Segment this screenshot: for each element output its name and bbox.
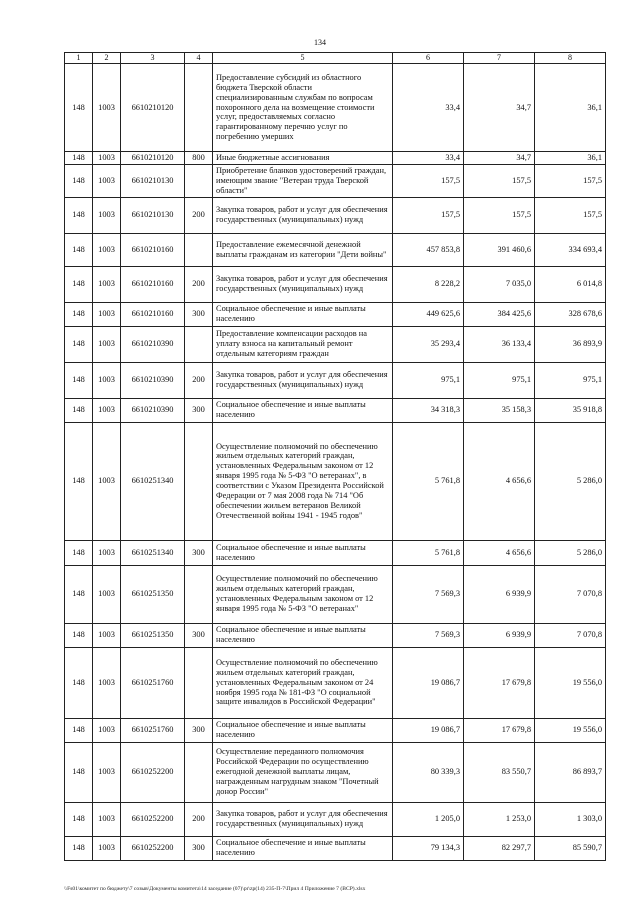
cell-target-article: 6610210160	[121, 266, 185, 302]
cell-amount-year-3: 19 556,0	[535, 718, 606, 742]
table-row	[65, 802, 606, 836]
cell-section: 1003	[93, 540, 121, 565]
cell-expense-type	[185, 647, 213, 718]
cell-amount-year-1: 975,1	[393, 362, 464, 398]
cell-amount-year-2: 391 460,6	[464, 233, 535, 266]
cell-description: Социальное обеспечение и иные выплаты населению	[213, 623, 393, 647]
column-header: 8	[535, 53, 606, 64]
cell-amount-year-2: 34,7	[464, 152, 535, 165]
cell-expense-type: 300	[185, 623, 213, 647]
table-row	[65, 152, 606, 165]
cell-grbs: 148	[65, 540, 93, 565]
cell-target-article: 6610210390	[121, 362, 185, 398]
cell-amount-year-1: 5 761,8	[393, 540, 464, 565]
table-body	[65, 64, 606, 861]
table-row	[65, 64, 606, 152]
cell-grbs: 148	[65, 623, 93, 647]
cell-amount-year-1: 33,4	[393, 152, 464, 165]
cell-target-article: 6610210130	[121, 164, 185, 197]
cell-amount-year-3: 334 693,4	[535, 233, 606, 266]
cell-amount-year-1: 34 318,3	[393, 398, 464, 422]
cell-target-article: 6610252200	[121, 802, 185, 836]
cell-amount-year-3: 36 893,9	[535, 326, 606, 362]
cell-description: Социальное обеспечение и иные выплаты населению	[213, 302, 393, 326]
cell-target-article: 6610210160	[121, 233, 185, 266]
cell-expense-type: 300	[185, 540, 213, 565]
file-path-footer: \\Fs01\комитет по бюджету\7 созыв\Документы комитета\14 заседание (07)\pr\zp(14) 235-П-7\Прил 4 Приложение 7 (ВСР).xlsx	[64, 886, 366, 892]
cell-description: Социальное обеспечение и иные выплаты населению	[213, 540, 393, 565]
cell-amount-year-1: 33,4	[393, 64, 464, 152]
cell-amount-year-2: 35 158,3	[464, 398, 535, 422]
cell-grbs: 148	[65, 266, 93, 302]
cell-expense-type: 800	[185, 152, 213, 165]
cell-expense-type	[185, 422, 213, 540]
cell-grbs: 148	[65, 718, 93, 742]
cell-amount-year-2: 975,1	[464, 362, 535, 398]
cell-expense-type	[185, 326, 213, 362]
table-row	[65, 540, 606, 565]
cell-section: 1003	[93, 422, 121, 540]
cell-expense-type: 300	[185, 836, 213, 860]
cell-amount-year-3: 86 893,7	[535, 742, 606, 802]
cell-grbs: 148	[65, 302, 93, 326]
cell-amount-year-2: 6 939,9	[464, 623, 535, 647]
cell-target-article: 6610210120	[121, 152, 185, 165]
cell-grbs: 148	[65, 647, 93, 718]
cell-amount-year-2: 17 679,8	[464, 647, 535, 718]
cell-description: Осуществление полномочий по обеспечению жильем отдельных категорий граждан, установленных Федеральным законом от 24 ноября 1995 года № 181-ФЗ "О социальной защите инвалидов в Российской Федерации"	[213, 647, 393, 718]
cell-amount-year-2: 384 425,6	[464, 302, 535, 326]
cell-target-article: 6610252200	[121, 836, 185, 860]
cell-amount-year-1: 7 569,3	[393, 623, 464, 647]
cell-section: 1003	[93, 302, 121, 326]
cell-amount-year-2: 36 133,4	[464, 326, 535, 362]
cell-description: Закупка товаров, работ и услуг для обеспечения государственных (муниципальных) нужд	[213, 362, 393, 398]
cell-expense-type	[185, 233, 213, 266]
cell-grbs: 148	[65, 362, 93, 398]
cell-description: Закупка товаров, работ и услуг для обеспечения государственных (муниципальных) нужд	[213, 197, 393, 233]
cell-amount-year-1: 80 339,3	[393, 742, 464, 802]
cell-amount-year-1: 5 761,8	[393, 422, 464, 540]
cell-section: 1003	[93, 64, 121, 152]
cell-amount-year-3: 5 286,0	[535, 422, 606, 540]
cell-amount-year-3: 7 070,8	[535, 623, 606, 647]
cell-amount-year-3: 19 556,0	[535, 647, 606, 718]
cell-amount-year-3: 36,1	[535, 152, 606, 165]
table-row	[65, 623, 606, 647]
cell-target-article: 6610210390	[121, 326, 185, 362]
table-row	[65, 836, 606, 860]
column-header: 1	[65, 53, 93, 64]
cell-amount-year-3: 5 286,0	[535, 540, 606, 565]
cell-expense-type	[185, 164, 213, 197]
cell-description: Предоставление субсидий из областного бюджета Тверской области специализированным службам по вопросам похоронного дела на возмещение стоимости услуг, предоставляемых согласно гарантированному перечню услуг по погребению умерших	[213, 64, 393, 152]
cell-amount-year-1: 8 228,2	[393, 266, 464, 302]
cell-target-article: 6610251350	[121, 623, 185, 647]
cell-grbs: 148	[65, 802, 93, 836]
cell-grbs: 148	[65, 152, 93, 165]
cell-section: 1003	[93, 836, 121, 860]
cell-amount-year-2: 4 656,6	[464, 540, 535, 565]
cell-section: 1003	[93, 802, 121, 836]
table-row	[65, 197, 606, 233]
cell-description: Закупка товаров, работ и услуг для обеспечения государственных (муниципальных) нужд	[213, 802, 393, 836]
cell-amount-year-3: 35 918,8	[535, 398, 606, 422]
table-row	[65, 565, 606, 623]
cell-description: Осуществление переданного полномочия Российской Федерации по осуществлению ежегодной денежной выплаты лицам, награжденным нагрудным знаком "Почетный донор России"	[213, 742, 393, 802]
cell-target-article: 6610251760	[121, 647, 185, 718]
cell-expense-type: 300	[185, 302, 213, 326]
cell-amount-year-3: 36,1	[535, 64, 606, 152]
column-header: 6	[393, 53, 464, 64]
cell-target-article: 6610251760	[121, 718, 185, 742]
cell-grbs: 148	[65, 164, 93, 197]
cell-expense-type: 200	[185, 197, 213, 233]
cell-amount-year-1: 449 625,6	[393, 302, 464, 326]
cell-amount-year-2: 17 679,8	[464, 718, 535, 742]
budget-table	[64, 52, 606, 861]
cell-expense-type	[185, 742, 213, 802]
cell-description: Социальное обеспечение и иные выплаты населению	[213, 398, 393, 422]
table-row	[65, 398, 606, 422]
table-row	[65, 718, 606, 742]
cell-amount-year-1: 35 293,4	[393, 326, 464, 362]
cell-amount-year-1: 7 569,3	[393, 565, 464, 623]
cell-section: 1003	[93, 718, 121, 742]
cell-amount-year-1: 19 086,7	[393, 647, 464, 718]
cell-grbs: 148	[65, 64, 93, 152]
cell-expense-type: 300	[185, 718, 213, 742]
cell-grbs: 148	[65, 422, 93, 540]
cell-amount-year-2: 6 939,9	[464, 565, 535, 623]
cell-section: 1003	[93, 398, 121, 422]
table-row	[65, 742, 606, 802]
cell-section: 1003	[93, 233, 121, 266]
column-header: 7	[464, 53, 535, 64]
table-row	[65, 302, 606, 326]
cell-section: 1003	[93, 326, 121, 362]
cell-section: 1003	[93, 565, 121, 623]
column-header: 2	[93, 53, 121, 64]
page-number: 134	[314, 38, 326, 47]
table-row	[65, 164, 606, 197]
cell-amount-year-3: 157,5	[535, 197, 606, 233]
table-row	[65, 266, 606, 302]
cell-target-article: 6610252200	[121, 742, 185, 802]
cell-description: Социальное обеспечение и иные выплаты населению	[213, 718, 393, 742]
cell-description: Закупка товаров, работ и услуг для обеспечения государственных (муниципальных) нужд	[213, 266, 393, 302]
cell-target-article: 6610210120	[121, 64, 185, 152]
table-row	[65, 647, 606, 718]
cell-amount-year-3: 6 014,8	[535, 266, 606, 302]
cell-expense-type: 300	[185, 398, 213, 422]
cell-amount-year-3: 328 678,6	[535, 302, 606, 326]
cell-section: 1003	[93, 647, 121, 718]
cell-section: 1003	[93, 623, 121, 647]
cell-amount-year-2: 34,7	[464, 64, 535, 152]
cell-amount-year-3: 157,5	[535, 164, 606, 197]
cell-description: Социальное обеспечение и иные выплаты населению	[213, 836, 393, 860]
cell-amount-year-1: 157,5	[393, 164, 464, 197]
cell-section: 1003	[93, 152, 121, 165]
cell-target-article: 6610251340	[121, 422, 185, 540]
cell-target-article: 6610210130	[121, 197, 185, 233]
table-row	[65, 422, 606, 540]
cell-amount-year-1: 157,5	[393, 197, 464, 233]
cell-target-article: 6610251340	[121, 540, 185, 565]
cell-amount-year-1: 19 086,7	[393, 718, 464, 742]
cell-description: Осуществление полномочий по обеспечению жильем отдельных категорий граждан, установленных Федеральным законом от 12 января 1995 года № 5-ФЗ "О ветеранах", в соответствии с Указом Президента Российской Федерации от 7 мая 2008 года № 714 "Об обеспечении жильем ветеранов Великой Отечественной войны 1941 - 1945 годов"	[213, 422, 393, 540]
cell-amount-year-1: 457 853,8	[393, 233, 464, 266]
cell-amount-year-2: 157,5	[464, 164, 535, 197]
cell-section: 1003	[93, 362, 121, 398]
cell-description: Предоставление компенсации расходов на уплату взноса на капитальный ремонт отдельным категориям граждан	[213, 326, 393, 362]
cell-amount-year-3: 7 070,8	[535, 565, 606, 623]
cell-description: Иные бюджетные ассигнования	[213, 152, 393, 165]
cell-grbs: 148	[65, 565, 93, 623]
cell-description: Осуществление полномочий по обеспечению жильем отдельных категорий граждан, установленных Федеральным законом от 12 января 1995 года № 5-ФЗ "О ветеранах"	[213, 565, 393, 623]
cell-section: 1003	[93, 197, 121, 233]
cell-amount-year-3: 1 303,0	[535, 802, 606, 836]
column-header: 3	[121, 53, 185, 64]
cell-grbs: 148	[65, 197, 93, 233]
cell-description: Приобретение бланков удостоверений граждан, имеющим звание "Ветеран труда Тверской области"	[213, 164, 393, 197]
cell-amount-year-2: 7 035,0	[464, 266, 535, 302]
cell-description: Предоставление ежемесячной денежной выплаты гражданам из категории "Дети войны"	[213, 233, 393, 266]
cell-target-article: 6610251350	[121, 565, 185, 623]
table-row	[65, 326, 606, 362]
cell-grbs: 148	[65, 742, 93, 802]
cell-amount-year-2: 83 550,7	[464, 742, 535, 802]
table-row	[65, 233, 606, 266]
cell-amount-year-2: 1 253,0	[464, 802, 535, 836]
cell-section: 1003	[93, 266, 121, 302]
cell-expense-type: 200	[185, 802, 213, 836]
cell-section: 1003	[93, 164, 121, 197]
cell-amount-year-2: 157,5	[464, 197, 535, 233]
column-header: 5	[213, 53, 393, 64]
cell-amount-year-3: 85 590,7	[535, 836, 606, 860]
cell-section: 1003	[93, 742, 121, 802]
cell-amount-year-2: 82 297,7	[464, 836, 535, 860]
cell-grbs: 148	[65, 326, 93, 362]
table-row	[65, 362, 606, 398]
cell-expense-type	[185, 64, 213, 152]
cell-target-article: 6610210160	[121, 302, 185, 326]
cell-grbs: 148	[65, 398, 93, 422]
cell-amount-year-2: 4 656,6	[464, 422, 535, 540]
cell-expense-type: 200	[185, 362, 213, 398]
column-number-row	[65, 53, 606, 64]
cell-target-article: 6610210390	[121, 398, 185, 422]
column-header: 4	[185, 53, 213, 64]
cell-grbs: 148	[65, 836, 93, 860]
cell-amount-year-1: 79 134,3	[393, 836, 464, 860]
cell-expense-type: 200	[185, 266, 213, 302]
cell-grbs: 148	[65, 233, 93, 266]
cell-amount-year-1: 1 205,0	[393, 802, 464, 836]
cell-expense-type	[185, 565, 213, 623]
cell-amount-year-3: 975,1	[535, 362, 606, 398]
